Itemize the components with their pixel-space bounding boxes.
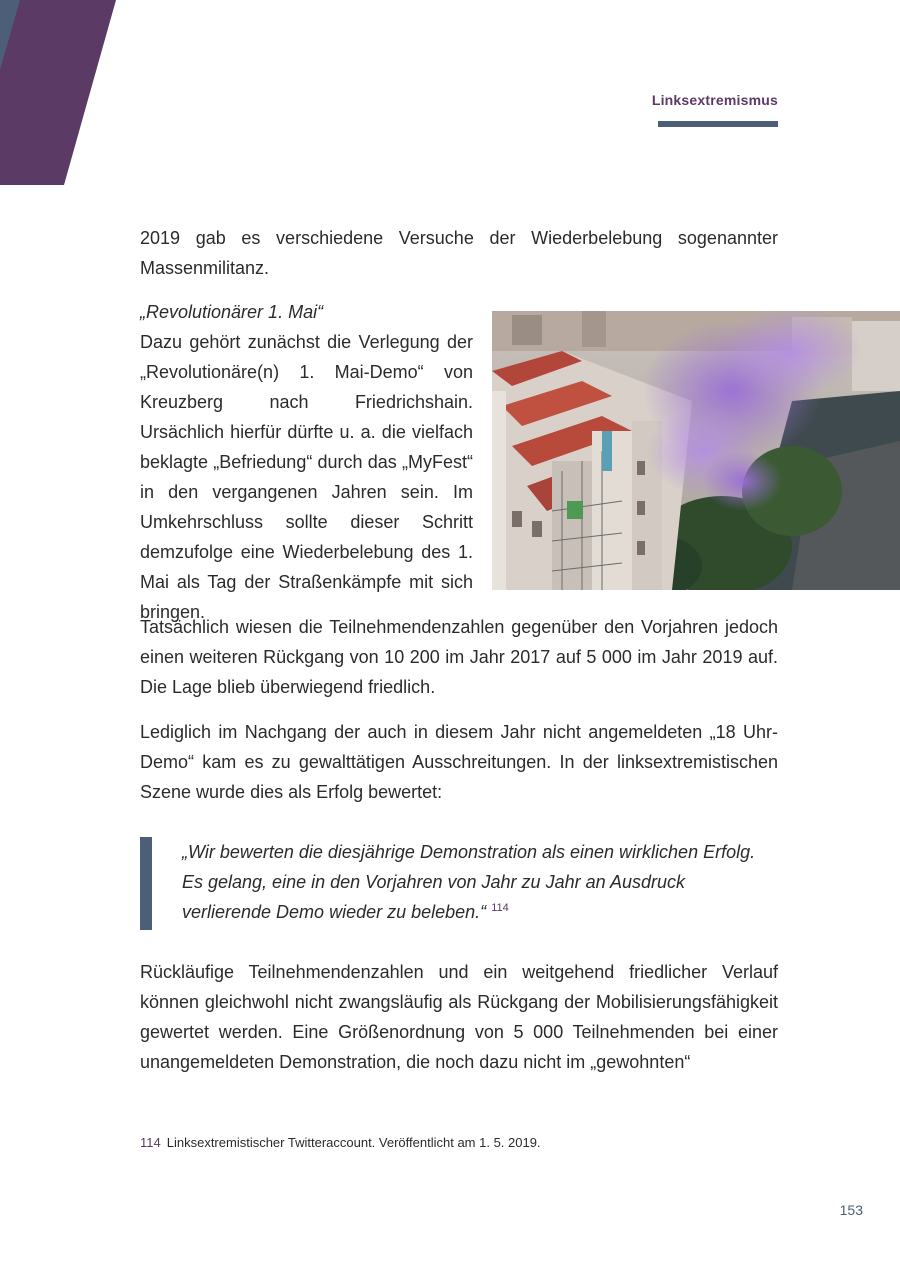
footnote-text: Linksextremistischer Twitteraccount. Veröffentlicht am 1. 5. 2019. [166,1135,541,1150]
quote-text: „Wir bewerten die diesjährige Demonstration als einen wirklichen Erfolg. Es gelang, eine in den Vorjahren von Jahr zu Jahr an Ausdruck verlierende Demo wieder zu beleben.“ [182,842,756,922]
corner-decoration [0,0,120,185]
footnote [140,1133,541,1153]
blockquote [182,837,778,927]
paragraph-participant-numbers: Tatsächlich wiesen die Teilnehmendenzahlen gegenüber den Vorjahren jedoch einen weiteren Rückgang von 10 200 im Jahr 2017 auf 5 000 im Jahr 2019 auf. Die Lage blieb überwiegend friedlich. [140,617,778,697]
header-rule [658,121,778,127]
quote-marker [140,837,152,930]
paragraph-riots: Lediglich im Nachgang der auch in diesem Jahr nicht angemeldeten „18 Uhr-Demo“ kam es zu gewalttätigen Ausschreitungen. In der linksextremistischen Szene wurde dies als Erfolg bewertet: [140,722,778,802]
paragraph-relocation: Dazu gehört zunächst die Verlegung der „Revolutionäre(n) 1. Mai-Demo“ von Kreuzberg nach Friedrichshain. Ursächlich hierfür dürfte u. a. die vielfach beklagte „Befriedung“ durch das „MyFest“ in den vergangenen Jahren sein. Im Umkehrschluss sollte dieser Schritt demzufolge eine Wiederbelebung des 1. Mai als Tag der Straßenkämpfe mit sich bringen. [140,332,473,622]
footnote-reference[interactable]: 114 [491,902,509,914]
footnote-number: 114 [140,1135,161,1150]
subheading-revolutionary-may-day: „Revolutionärer 1. Mai“ [140,302,324,322]
paragraph-mobilization: Rückläufige Teilnehmendenzahlen und ein weitgehend friedlicher Verlauf können gleichwohl nicht zwangsläufig als Rückgang der Mobilisierungsfähigkeit gewertet werden. Eine Größenordnung von 5 000 Teilnehmenden bei einer unangemeldeten Demonstration, die noch dazu nicht im „gewohnten“ [140,962,778,1072]
running-header-title: Linksextremismus [651,92,778,108]
demonstration-photo [492,311,900,590]
page-number: 153 [839,1202,863,1218]
paragraph-intro: 2019 gab es verschiedene Versuche der Wiederbelebung sogenannter Massenmilitanz. [140,228,778,278]
